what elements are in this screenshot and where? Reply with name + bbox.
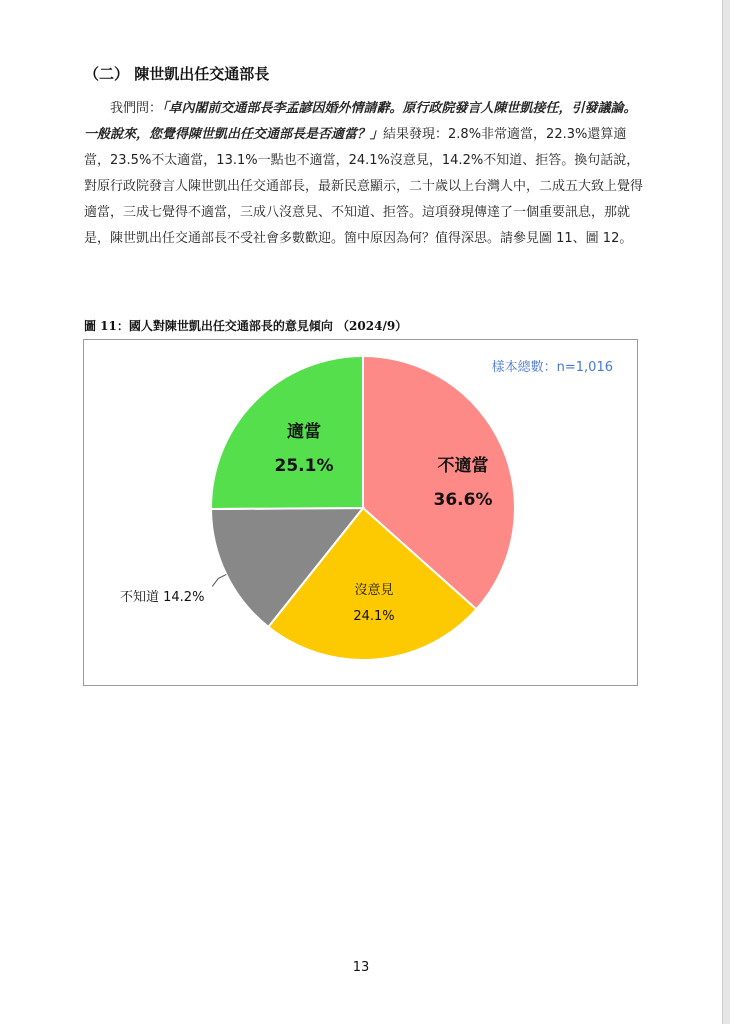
slice-percent-inappropriate: 36.6%: [433, 490, 493, 510]
body-paragraph: [84, 96, 644, 252]
section-heading: （二） 陳世凱出任交通部長: [84, 65, 270, 83]
slice-label-appropriate: [261, 415, 347, 483]
survey-question: 「卓內閣前交通部長李孟諺因婚外情請辭。原行政院發言人陳世凱接任，引發議論。一般說來，您覺得陳世凱出任交通部長是否適當？」: [84, 101, 637, 142]
paragraph-body: 結果發現：2.8%非常適當，22.3%還算適當，23.5%不太適當，13.1%一點也不適當，24.1%沒意見，14.2%不知道、拒答。換句話說，對原行政院發言人陳世凱出任交通部長，最新民意顯示，二十歲以上台灣人中，二成五大致上覺得適當，三成七覺得不適當，三成八沒意見、不知道、拒答。這項發現傳達了一個重要訊息，那就是，陳世凱出任交通部長不受社會多數歡迎。箇中原因為何？值得深思。請參見圖 11、圖 12。: [84, 127, 644, 246]
slice-label-dont-know: 不知道 14.2%: [120, 590, 205, 605]
slice-name-inappropriate: 不適當: [437, 456, 489, 476]
pie-chart: [84, 340, 637, 685]
slice-label-inappropriate: [410, 449, 516, 517]
figure-caption: 圖 11：國人對陳世凱出任交通部長的意見傾向 （2024/9）: [84, 319, 408, 333]
slice-percent-appropriate: 25.1%: [274, 456, 334, 476]
slice-name-appropriate: 適當: [287, 422, 321, 442]
pie-chart-frame: [83, 339, 638, 686]
sample-size-label: 樣本總數：n=1,016: [491, 360, 613, 375]
page-number: 13: [352, 960, 370, 975]
leader-line-dont-know: [212, 574, 226, 586]
slice-label-no-opinion: [337, 578, 411, 630]
slice-name-no-opinion: 沒意見: [354, 583, 394, 598]
slice-percent-no-opinion: 24.1%: [353, 609, 395, 624]
paragraph-lead: 我們問：: [110, 101, 163, 116]
